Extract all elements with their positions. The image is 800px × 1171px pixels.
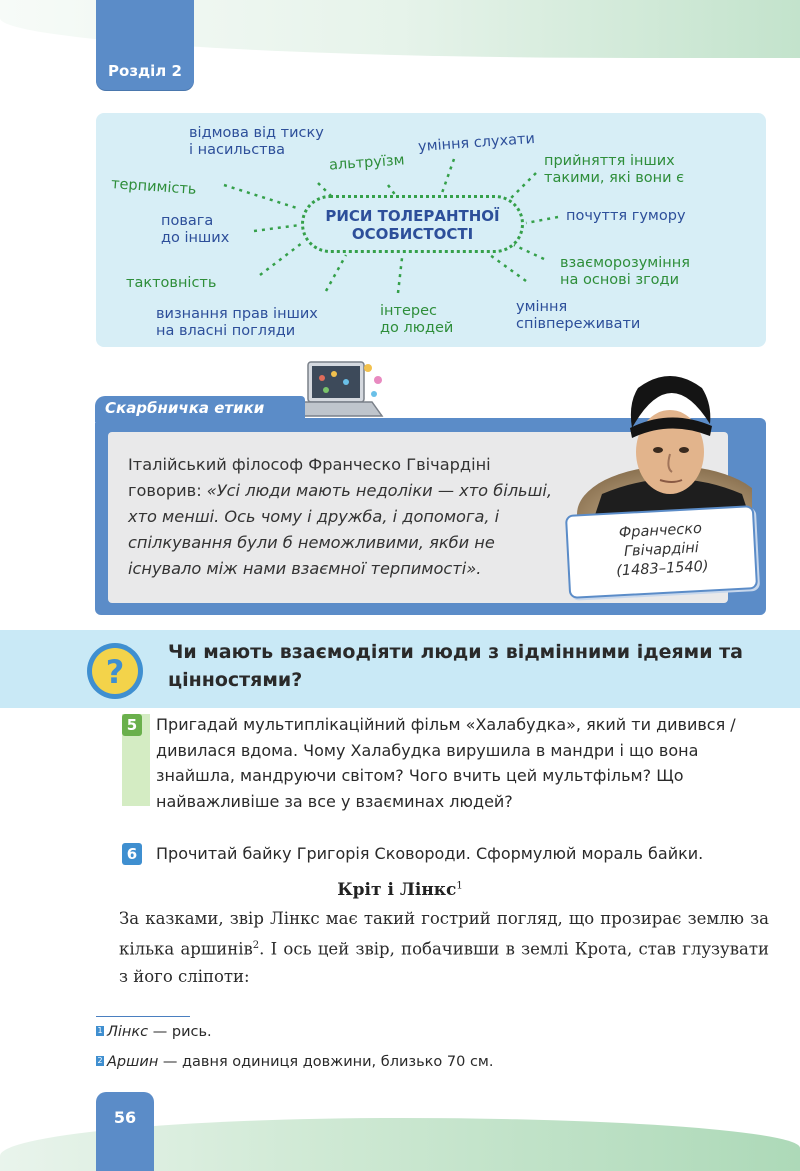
fable-text [119, 905, 769, 990]
page-number: 56 [113, 1108, 137, 1127]
item-tolerance: терпимість [110, 176, 197, 198]
footnote-1 [96, 1024, 212, 1040]
item-understanding-line2: на основі згоди [560, 272, 680, 288]
fable-title-note: 1 [456, 880, 463, 892]
footnote-2-definition: — давня одиниця довжини, близько 70 см. [158, 1054, 494, 1070]
item-empathy-line1: уміння [516, 299, 568, 315]
item-acceptance-line1: прийняття інших [544, 153, 675, 169]
treasury-title: Скарбничка етики [105, 399, 265, 417]
portrait-caption-card [565, 505, 758, 599]
task-number-5: 5 [122, 714, 142, 736]
portrait-caption [568, 517, 756, 584]
fable-title-text: Кріт і Лінкс [337, 880, 457, 900]
item-respect-line1: повага [161, 213, 214, 229]
item-acceptance [544, 153, 684, 187]
item-listening: уміння слухати [417, 130, 536, 156]
item-respect [161, 213, 229, 247]
question-icon [84, 640, 146, 702]
fable-title [0, 880, 800, 900]
fable-note2: 2 [252, 940, 260, 951]
item-interest-line2: до людей [380, 320, 454, 336]
footnote-2-mark: 2 [97, 1056, 103, 1065]
item-rights [156, 306, 318, 340]
footnote-1-mark: 1 [97, 1026, 103, 1035]
item-empathy-line2: співпереживати [516, 316, 641, 332]
page-number-tab [96, 1092, 154, 1171]
item-interest [380, 303, 453, 337]
item-understanding-line1: взаєморозуміння [560, 255, 690, 271]
mind-map [96, 113, 766, 347]
quote-text: «Усі люди мають недоліки — хто більші, хто менші. Ось чому і дружба, і допомога, і спілкування були б неможливими, якби не існувало між нами взаємної терпимості». [128, 481, 553, 578]
item-refusal [189, 125, 324, 159]
fable-text-part1: За казками, звір Лінкс має такий гострий погляд, що прозирає землю за кілька аршинів [119, 909, 769, 959]
item-acceptance-line2: такими, які вони є [544, 170, 685, 186]
item-respect-line2: до інших [161, 230, 230, 246]
laptop-icon [296, 358, 392, 422]
section-tab [96, 0, 194, 90]
caption-name1: Франческо [618, 520, 703, 542]
treasury-quote [128, 452, 568, 582]
quote-intro: Італійський філософ Франческо Гвічардіні говорив: [128, 455, 491, 500]
item-interest-line1: інтерес [380, 303, 437, 319]
footnote-divider [96, 1016, 190, 1017]
center-line-1: РИСИ ТОЛЕРАНТНОЇ [325, 207, 500, 225]
item-humor: почуття гумору [566, 208, 686, 224]
footnote-2-term: Аршин [107, 1054, 159, 1070]
item-refusal-line2: і насильства [189, 142, 286, 158]
fable-text-part2: . І ось цей звір, побачивши в землі Крота, став глузувати з його сліпоти: [119, 939, 770, 986]
item-rights-line1: визнання прав інших [156, 306, 318, 322]
caption-years: (1483–1540) [615, 558, 709, 580]
item-understanding [560, 255, 690, 289]
task-6-text: Прочитай байку Григорія Сковороди. Сформулюй мораль байки. [156, 844, 704, 863]
item-rights-line2: на власні погляди [156, 323, 296, 339]
item-empathy [516, 299, 640, 333]
question-title: Чи мають взаємодіяти люди з відмінними ідеями та цінностями? [168, 641, 743, 691]
item-refusal-line1: відмова від тиску [189, 125, 324, 141]
caption-name2: Гвічардіні [623, 540, 700, 560]
treasury-tab [95, 396, 305, 422]
section-label: Розділ 2 [108, 62, 182, 80]
item-tact: тактовність [126, 275, 217, 291]
task-number-6: 6 [122, 843, 142, 865]
task-5-text: Пригадай мультиплікаційний фільм «Халабудка», який ти дивився / дивилася вдома. Чому Халабудка вирушила в мандри і що вона знайшла, мандруючи світом? Чого вчить цей мультфільм? Що найважливіше за все у взаєминах людей? [156, 715, 736, 811]
footnote-1-term: Лінкс [107, 1024, 149, 1040]
center-line-2: ОСОБИСТОСТІ [351, 225, 474, 243]
portrait-image [562, 364, 752, 524]
footnote-1-definition: — рись. [148, 1024, 212, 1040]
footnote-2 [96, 1054, 493, 1070]
svg-text:?: ? [105, 653, 125, 691]
item-altruism: альтруїзм [328, 152, 406, 174]
mind-map-center [301, 195, 524, 253]
